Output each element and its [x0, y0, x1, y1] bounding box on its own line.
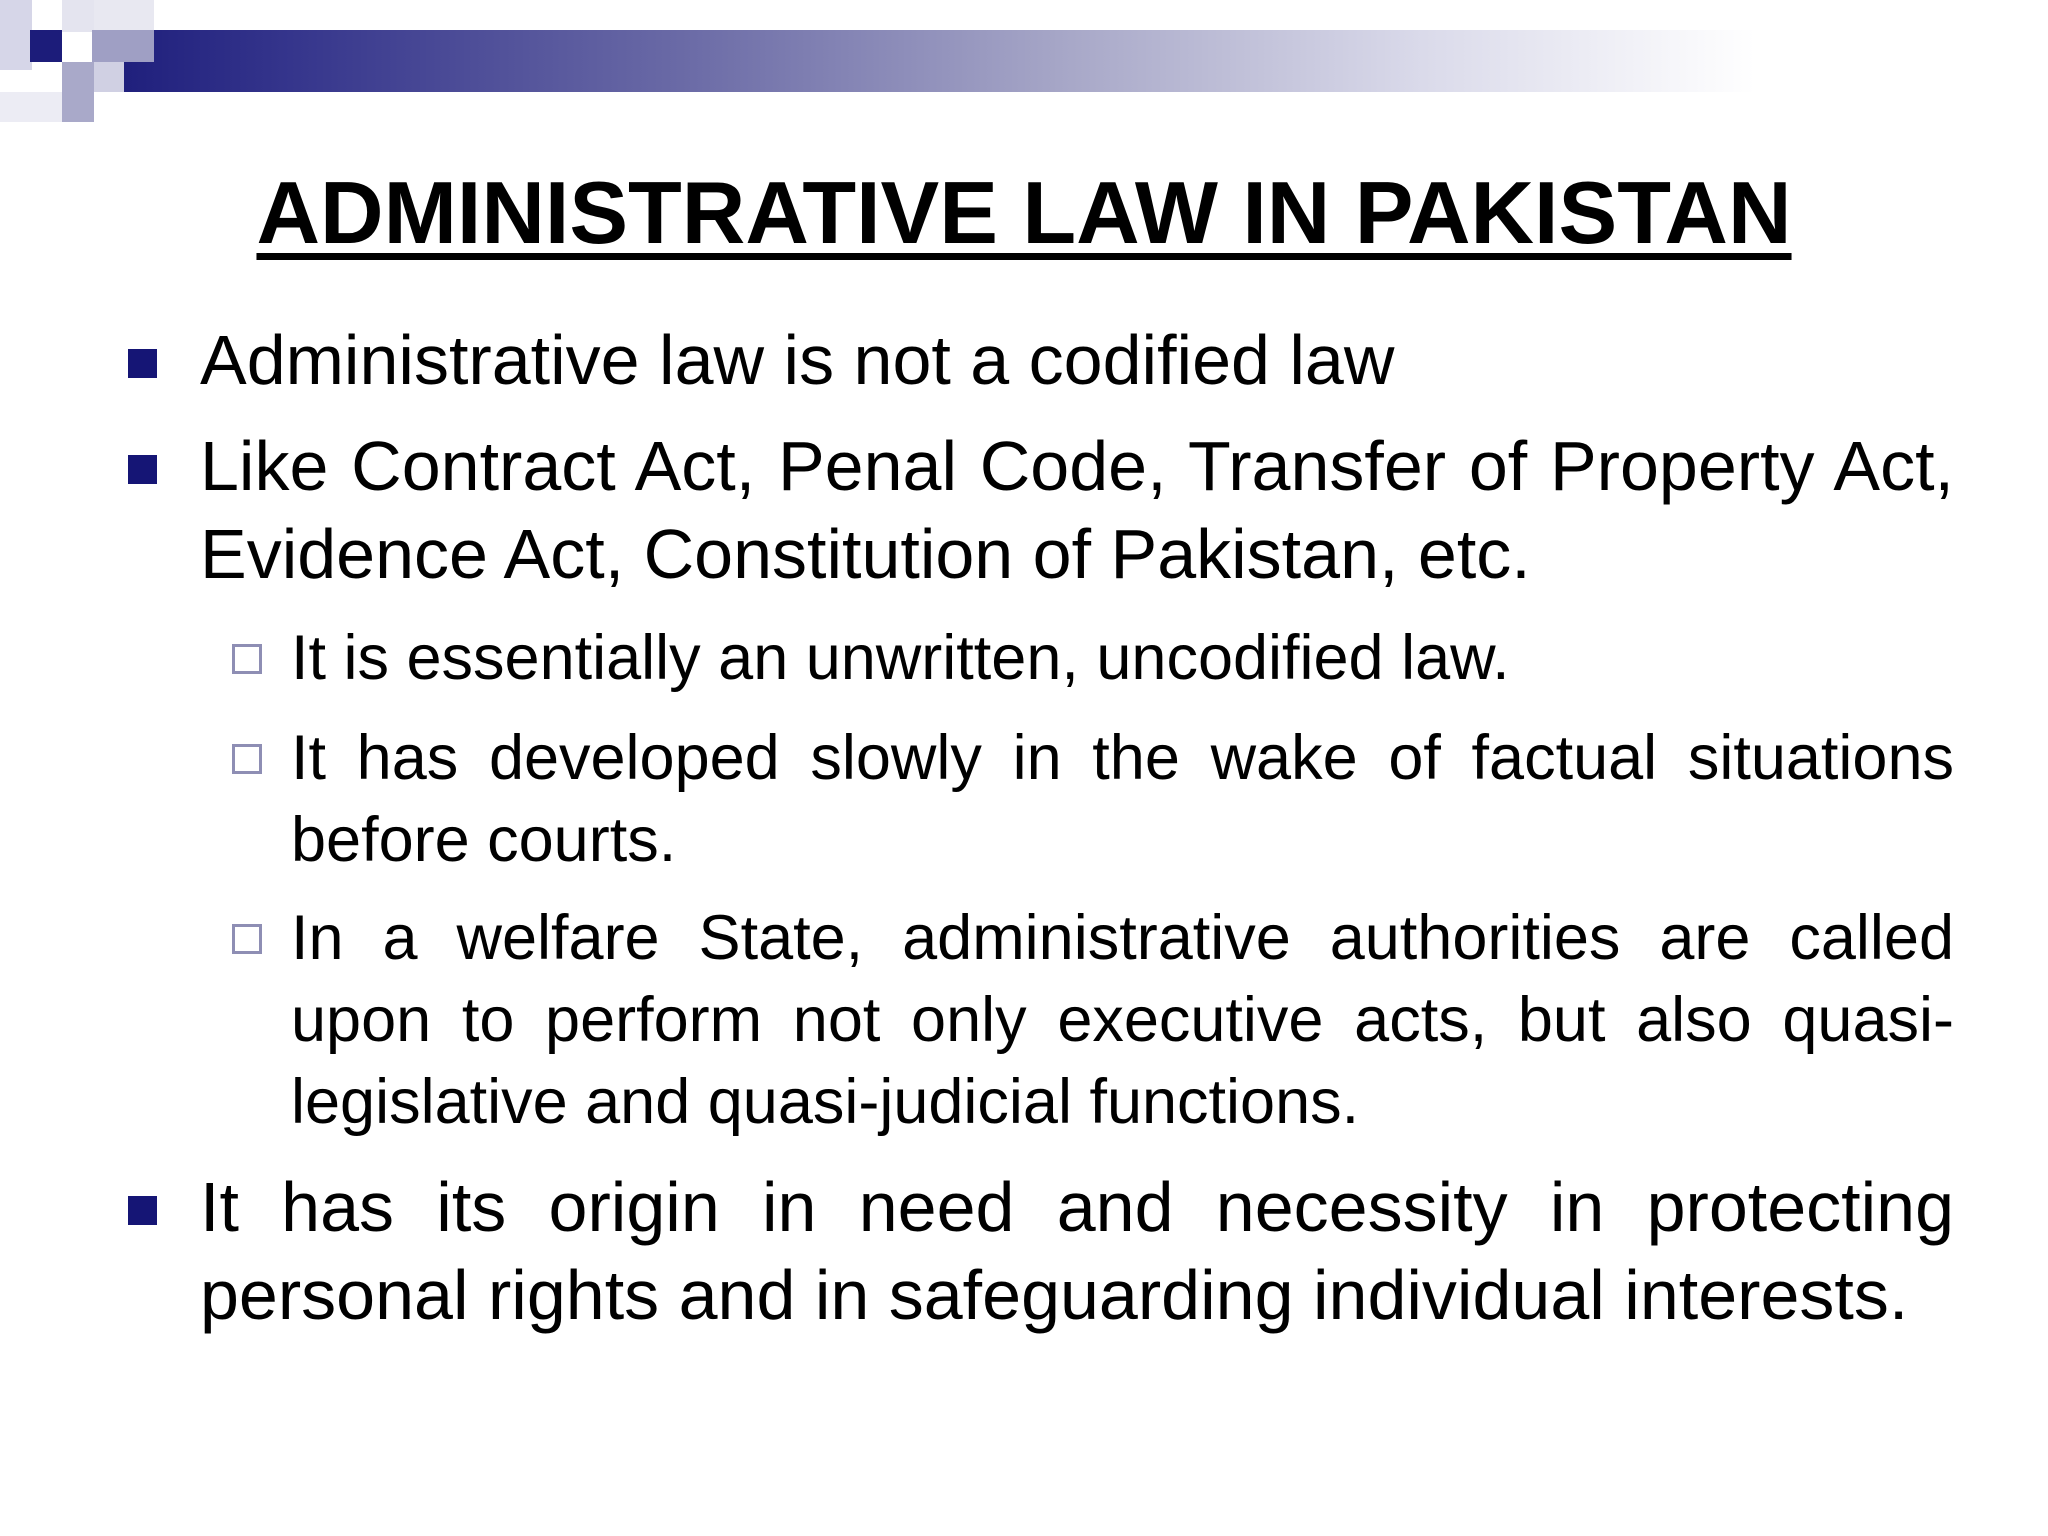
corner-decoration-square: [92, 30, 154, 62]
sub-bullet-item-2: It has developed slowly in the wake of factual situations before courts.: [291, 723, 1954, 875]
sub-bullet-item-1: It is essentially an unwritten, uncodified law.: [291, 623, 1510, 693]
filled-square-icon: [128, 455, 157, 484]
corner-decoration-square: [62, 62, 94, 122]
slide-title-text: ADMINISTRATIVE LAW IN PAKISTAN: [256, 163, 1792, 262]
bullet-item-2: Like Contract Act, Penal Code, Transfer of Property Act, Evidence Act, Constitution of Pakistan, etc.: [200, 427, 1954, 593]
corner-decoration-square: [94, 0, 154, 30]
corner-decoration-square: [0, 92, 62, 122]
corner-decoration-square: [94, 62, 124, 92]
slide-title: [0, 163, 2048, 263]
bullet-item-1: Administrative law is not a codified law: [200, 321, 1395, 399]
filled-square-icon: [128, 1196, 157, 1225]
hollow-square-icon: [232, 744, 262, 774]
corner-decoration-square: [62, 0, 94, 32]
corner-decoration-square: [0, 0, 32, 70]
corner-decoration-square: [30, 30, 62, 62]
bullet-item-3: It has its origin in need and necessity in protecting personal rights and in safeguarding individual interests.: [200, 1168, 1954, 1334]
hollow-square-icon: [232, 924, 262, 954]
hollow-square-icon: [232, 644, 262, 674]
sub-bullet-item-3: In a welfare State, administrative authorities are called upon to perform not only executive acts, but also quasi-legislative and quasi-judicial functions.: [291, 903, 1954, 1137]
filled-square-icon: [128, 349, 157, 378]
header-gradient-band: [95, 30, 2048, 92]
